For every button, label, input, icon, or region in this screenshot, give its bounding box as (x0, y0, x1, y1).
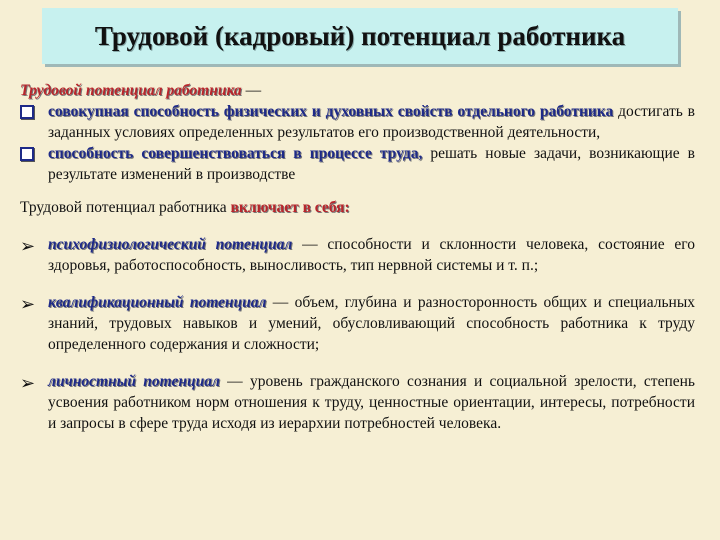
definition-item-1 (20, 101, 695, 143)
title-banner (42, 8, 678, 64)
component-2-name: квалификационный потенциал (48, 294, 267, 311)
arrow-bullet-icon: ➢ (20, 236, 36, 257)
definition-heading (20, 80, 695, 101)
component-2-text: — объем, глубина и разносторонность общих и специальных знаний, трудовых навыков и умений, обусловливающий способность работника к труду определенного содержания и сложности; (48, 294, 695, 353)
includes-line (20, 197, 695, 218)
definition-item-2 (20, 143, 695, 185)
definition-item-1-emph: совокупная способность физических и духовных свойств отдельного работника (48, 103, 614, 120)
definition-term: Трудовой потенциал работника (20, 82, 242, 99)
component-item-3 (20, 371, 695, 434)
page-title: Трудовой (кадровый) потенциал работника (94, 20, 626, 51)
component-item-2 (20, 292, 695, 355)
definition-item-2-emph: способность совершенствоваться в процессе труда, (48, 145, 423, 162)
component-1-name: психофизиологический потенциал (48, 236, 293, 253)
square-bullet-icon (20, 143, 48, 161)
component-1-text: — способности и склонности человека, состояние его здоровья, работоспособность, выносливость, тип нервной системы и т. п.; (48, 236, 696, 274)
arrow-bullet-icon: ➢ (20, 373, 36, 394)
arrow-bullet-icon: ➢ (20, 294, 36, 315)
includes-emph: включает в себя: (230, 199, 350, 216)
component-3-name: личностный потенциал (48, 373, 220, 390)
component-item-1 (20, 234, 695, 276)
square-bullet-icon (20, 101, 48, 119)
definition-item-1-text: достигать в заданных условиях определенных результатов его производственной деятельности, (48, 103, 695, 141)
component-3-text: — уровень гражданского сознания и социальной зрелости, степень усвоения работником норм отношения к труду, ценностные ориентации, интересы, потребности и запросы в сфере труда исходя из иерархии потребностей человека. (48, 373, 695, 432)
definition-item-2-text: решать новые задачи, возникающие в результате изменений в производстве (48, 145, 695, 183)
slide-content (20, 80, 695, 434)
includes-prefix: Трудовой потенциал работника (20, 199, 231, 216)
definition-dash: — (241, 82, 262, 99)
